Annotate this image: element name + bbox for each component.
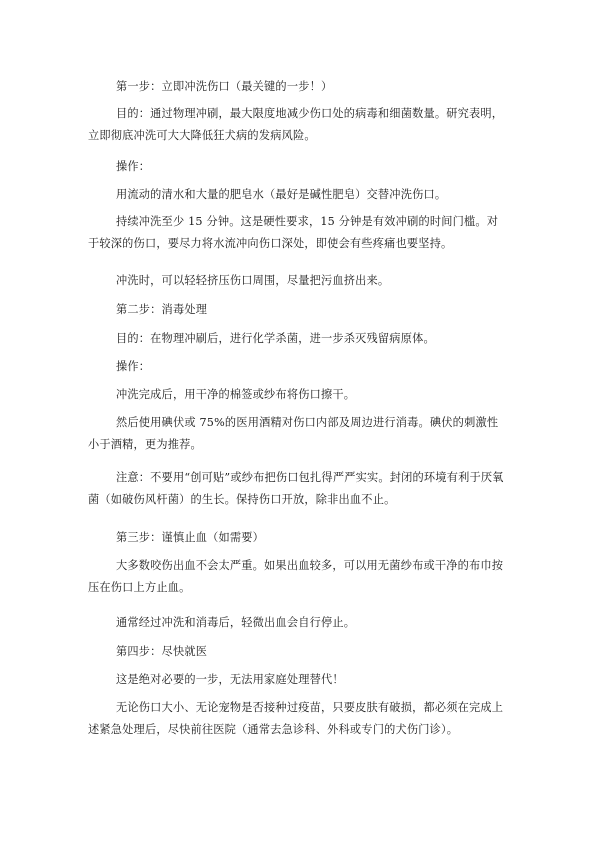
step4-item-2: 无论伤口大小、无论宠物是否接种过疫苗，只要皮肤有破损，都必须在完成上述紧急处理后，尽快前往医院（通常去急诊科、外科或专门的犬伤门诊）。 [88, 701, 504, 736]
step3-item-1: 大多数咬伤出血不会太严重。如果出血较多，可以用无菌纱布或干净的布巾按压在伤口上方止血。 [88, 559, 504, 594]
step2-operation-item-1: 冲洗完成后，用干净的棉签或纱布将伤口擦干。 [116, 388, 356, 401]
step1-operation-item-2: 持续冲洗至少 15 分钟。这是硬性要求，15 分钟是有效冲刷的时间门槛。对于较深的伤口，要尽力将水流冲向伤口深处，即使会有些疼痛也要坚持。 [88, 215, 499, 250]
step2-operation-label: 操作： [116, 360, 151, 373]
step4-item-1: 这是绝对必要的一步，无法用家庭处理替代！ [116, 673, 344, 686]
step2-purpose: 目的：在物理冲刷后，进行化学杀菌，进一步杀灭残留病原体。 [116, 332, 435, 345]
step3-heading: 第三步：谨慎止血（如需要） [116, 531, 265, 544]
step2-heading: 第二步：消毒处理 [116, 303, 208, 316]
step4-heading: 第四步：尽快就医 [116, 645, 208, 658]
step1-operation-item-3: 冲洗时，可以轻轻挤压伤口周围，尽量把污血挤出来。 [116, 274, 390, 287]
step2-operation-item-2: 然后使用碘伏或 75%的医用酒精对伤口内部及周边进行消毒。碘伏的刺激性小于酒精，更为推荐。 [88, 416, 499, 451]
step1-heading: 第一步：立即冲洗伤口（最关键的一步！） [116, 80, 333, 93]
step1-purpose: 目的：通过物理冲刷，最大限度地减少伤口处的病毒和细菌数量。研究表明，立即彻底冲洗可大大降低狂犬病的发病风险。 [88, 107, 504, 142]
step1-operation-item-1: 用流动的清水和大量的肥皂水（最好是碱性肥皂）交替冲洗伤口。 [116, 188, 447, 201]
step3-item-2: 通常经过冲洗和消毒后，轻微出血会自行停止。 [116, 616, 356, 629]
step2-note: 注意：不要用“创可贴”或纱布把伤口包扎得严严实实。封闭的环境有利于厌氧菌（如破伤风杆菌）的生长。保持伤口开放，除非出血不止。 [88, 471, 504, 506]
step1-operation-label: 操作： [116, 160, 151, 173]
